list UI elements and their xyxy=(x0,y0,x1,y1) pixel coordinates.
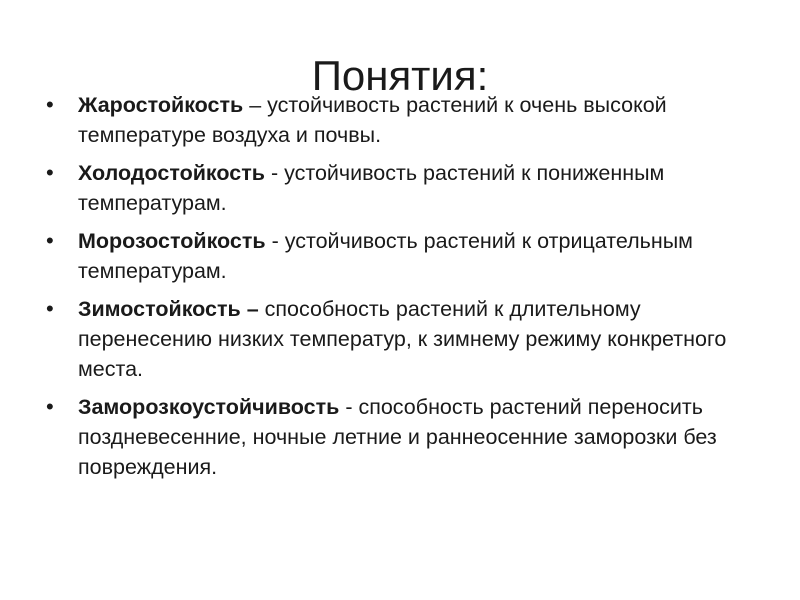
term: Холодостойкость xyxy=(78,161,265,185)
definition: - устойчивость растений к отрицательным температурам. xyxy=(78,229,693,283)
bullet-icon: • xyxy=(46,160,54,185)
definition: – устойчивость растений к очень высокой температуре воздуха и почвы. xyxy=(78,93,667,147)
bullet-icon: • xyxy=(46,228,54,253)
bullet-icon: • xyxy=(46,296,54,321)
list-item-freeze-tolerance xyxy=(42,392,732,482)
concept-list xyxy=(42,90,732,490)
term: Жаростойкость xyxy=(78,93,244,117)
term: Зимостойкость – xyxy=(78,297,259,321)
list-item-winter-hardiness xyxy=(42,294,732,384)
list-item-frost-resistance xyxy=(42,226,732,286)
term: Заморозкоустойчивость xyxy=(78,395,340,419)
definition: способность растений к длительному перенесению низких температур, к зимнему режиму конкретного места. xyxy=(78,297,727,381)
definition: - устойчивость растений к пониженным температурам. xyxy=(78,161,665,215)
bullet-icon: • xyxy=(46,394,54,419)
slide-title: Понятия: xyxy=(311,52,489,100)
term: Морозостойкость xyxy=(78,229,266,253)
list-item-heat-resistance xyxy=(42,90,732,150)
bullet-icon: • xyxy=(46,92,54,117)
list-item-cold-resistance xyxy=(42,158,732,218)
definition: - способность растений переносить поздневесенние, ночные летние и раннеосенние заморозки без повреждения. xyxy=(78,395,717,479)
